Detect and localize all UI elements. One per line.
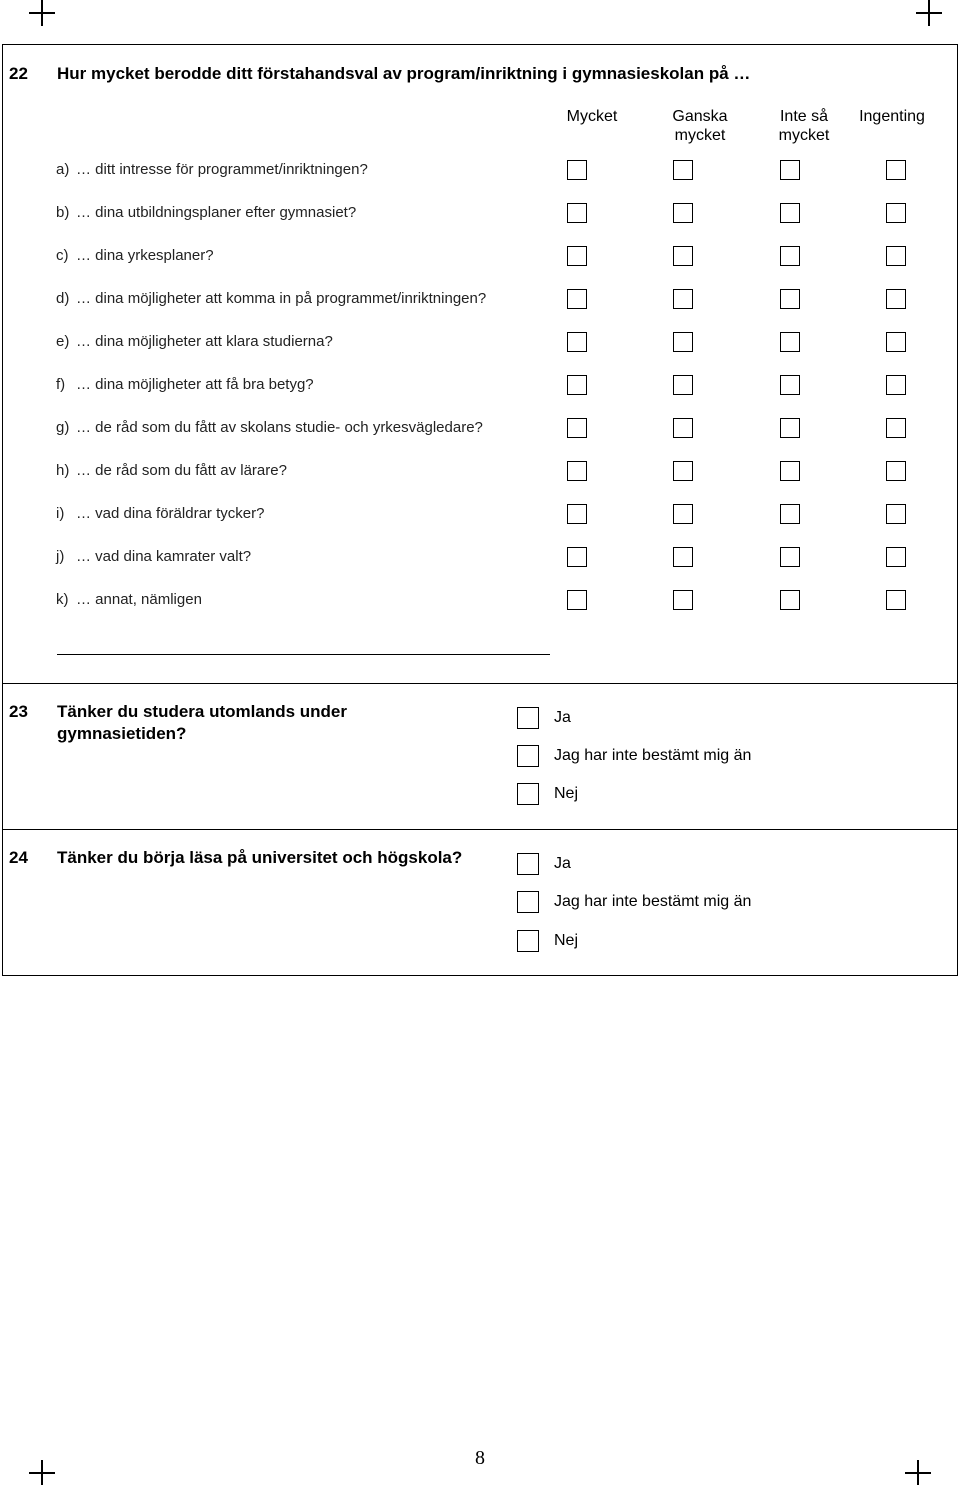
option-label: Jag har inte bestämt mig än: [554, 893, 752, 910]
checkbox-ganska-mycket[interactable]: [673, 418, 693, 438]
item-row: [56, 419, 483, 436]
item-letter: a): [56, 161, 70, 178]
checkbox-inte-sa-mycket[interactable]: [780, 332, 800, 352]
item-letter: j): [56, 548, 65, 565]
checkbox-mycket[interactable]: [567, 246, 587, 266]
question-text: Hur mycket berodde ditt förstahandsval av program/inriktning i gymnasieskolan på …: [57, 64, 751, 83]
item-text: … de råd som du fått av skolans studie- och yrkesvägledare?: [76, 419, 483, 436]
column-header-mycket: Mycket: [566, 108, 618, 125]
checkbox-inte-sa-mycket[interactable]: [780, 590, 800, 610]
option-label: Ja: [554, 855, 571, 872]
checkbox-inte-bestamt[interactable]: [517, 891, 539, 913]
write-in-line[interactable]: [57, 654, 550, 655]
checkbox-ingenting[interactable]: [886, 375, 906, 395]
question-text: Tänker du börja läsa på universitet och högskola?: [57, 848, 463, 867]
section-divider: [2, 829, 958, 830]
item-letter: e): [56, 333, 70, 350]
item-text: … dina yrkesplaner?: [76, 247, 214, 264]
option-label: Nej: [554, 932, 579, 949]
checkbox-mycket[interactable]: [567, 203, 587, 223]
column-header-ganska-mycket: Ganska mycket: [672, 108, 728, 144]
item-row: [56, 548, 251, 565]
item-letter: b): [56, 204, 70, 221]
item-letter: k): [56, 591, 69, 608]
checkbox-ingenting[interactable]: [886, 504, 906, 524]
item-text: … vad dina kamrater valt?: [76, 548, 252, 565]
checkbox-inte-sa-mycket[interactable]: [780, 289, 800, 309]
column-header-inte-sa-mycket: Inte så mycket: [778, 108, 830, 144]
checkbox-mycket[interactable]: [567, 289, 587, 309]
option-label: Nej: [554, 785, 579, 802]
item-text: … dina utbildningsplaner efter gymnasiet?: [76, 204, 357, 221]
checkbox-mycket[interactable]: [567, 547, 587, 567]
question-text-line: gymnasietiden?: [57, 724, 187, 743]
item-row: [56, 591, 202, 608]
checkbox-inte-sa-mycket[interactable]: [780, 547, 800, 567]
crop-mark-top-right: [916, 0, 942, 26]
checkbox-ingenting[interactable]: [886, 160, 906, 180]
item-text: … annat, nämligen: [76, 591, 202, 608]
checkbox-ingenting[interactable]: [886, 203, 906, 223]
checkbox-ganska-mycket[interactable]: [673, 504, 693, 524]
checkbox-mycket[interactable]: [567, 375, 587, 395]
item-letter: g): [56, 419, 70, 436]
checkbox-nej[interactable]: [517, 930, 539, 952]
item-text: … dina möjligheter att komma in på programmet/inriktningen?: [76, 290, 487, 307]
item-letter: c): [56, 247, 69, 264]
checkbox-ingenting[interactable]: [886, 461, 906, 481]
question-number: 22: [9, 64, 28, 83]
checkbox-ingenting[interactable]: [886, 418, 906, 438]
item-text: … dina möjligheter att få bra betyg?: [76, 376, 314, 393]
checkbox-inte-sa-mycket[interactable]: [780, 418, 800, 438]
checkbox-ingenting[interactable]: [886, 332, 906, 352]
item-row: [56, 333, 333, 350]
checkbox-inte-sa-mycket[interactable]: [780, 461, 800, 481]
question-text-line: Tänker du studera utomlands under: [57, 702, 347, 721]
checkbox-mycket[interactable]: [567, 332, 587, 352]
item-row: [56, 376, 314, 393]
checkbox-mycket[interactable]: [567, 590, 587, 610]
checkbox-ganska-mycket[interactable]: [673, 590, 693, 610]
checkbox-ganska-mycket[interactable]: [673, 332, 693, 352]
option-label: Jag har inte bestämt mig än: [554, 747, 752, 764]
checkbox-nej[interactable]: [517, 783, 539, 805]
item-letter: h): [56, 462, 70, 479]
checkbox-ja[interactable]: [517, 707, 539, 729]
checkbox-ingenting[interactable]: [886, 590, 906, 610]
checkbox-ganska-mycket[interactable]: [673, 375, 693, 395]
checkbox-ganska-mycket[interactable]: [673, 246, 693, 266]
checkbox-ganska-mycket[interactable]: [673, 289, 693, 309]
checkbox-inte-sa-mycket[interactable]: [780, 160, 800, 180]
checkbox-inte-sa-mycket[interactable]: [780, 504, 800, 524]
checkbox-ingenting[interactable]: [886, 289, 906, 309]
page-number: 8: [475, 1447, 485, 1469]
checkbox-ganska-mycket[interactable]: [673, 160, 693, 180]
column-header-ingenting: Ingenting: [859, 108, 925, 125]
checkbox-ja[interactable]: [517, 853, 539, 875]
checkbox-mycket[interactable]: [567, 160, 587, 180]
item-row: [56, 161, 368, 178]
checkbox-inte-sa-mycket[interactable]: [780, 375, 800, 395]
item-letter: d): [56, 290, 70, 307]
checkbox-mycket[interactable]: [567, 461, 587, 481]
question-text: [57, 701, 347, 745]
item-row: [56, 505, 264, 522]
item-row: [56, 247, 214, 264]
section-divider: [2, 683, 958, 684]
item-text: … dina möjligheter att klara studierna?: [76, 333, 333, 350]
item-row: [56, 462, 287, 479]
checkbox-ganska-mycket[interactable]: [673, 461, 693, 481]
question-number: 24: [9, 848, 28, 867]
crop-mark-top-left: [29, 0, 55, 26]
checkbox-ingenting[interactable]: [886, 547, 906, 567]
item-letter: f): [56, 376, 66, 393]
checkbox-inte-bestamt[interactable]: [517, 745, 539, 767]
checkbox-ingenting[interactable]: [886, 246, 906, 266]
checkbox-ganska-mycket[interactable]: [673, 547, 693, 567]
item-row: [56, 290, 486, 307]
option-label: Ja: [554, 709, 571, 726]
item-row: [56, 204, 356, 221]
item-text: … ditt intresse för programmet/inriktningen?: [76, 161, 368, 178]
checkbox-inte-sa-mycket[interactable]: [780, 246, 800, 266]
question-number: 23: [9, 702, 28, 721]
checkbox-mycket[interactable]: [567, 418, 587, 438]
checkbox-inte-sa-mycket[interactable]: [780, 203, 800, 223]
item-text: … de råd som du fått av lärare?: [76, 462, 287, 479]
item-text: … vad dina föräldrar tycker?: [76, 505, 265, 522]
checkbox-ganska-mycket[interactable]: [673, 203, 693, 223]
checkbox-mycket[interactable]: [567, 504, 587, 524]
item-letter: i): [56, 505, 65, 522]
